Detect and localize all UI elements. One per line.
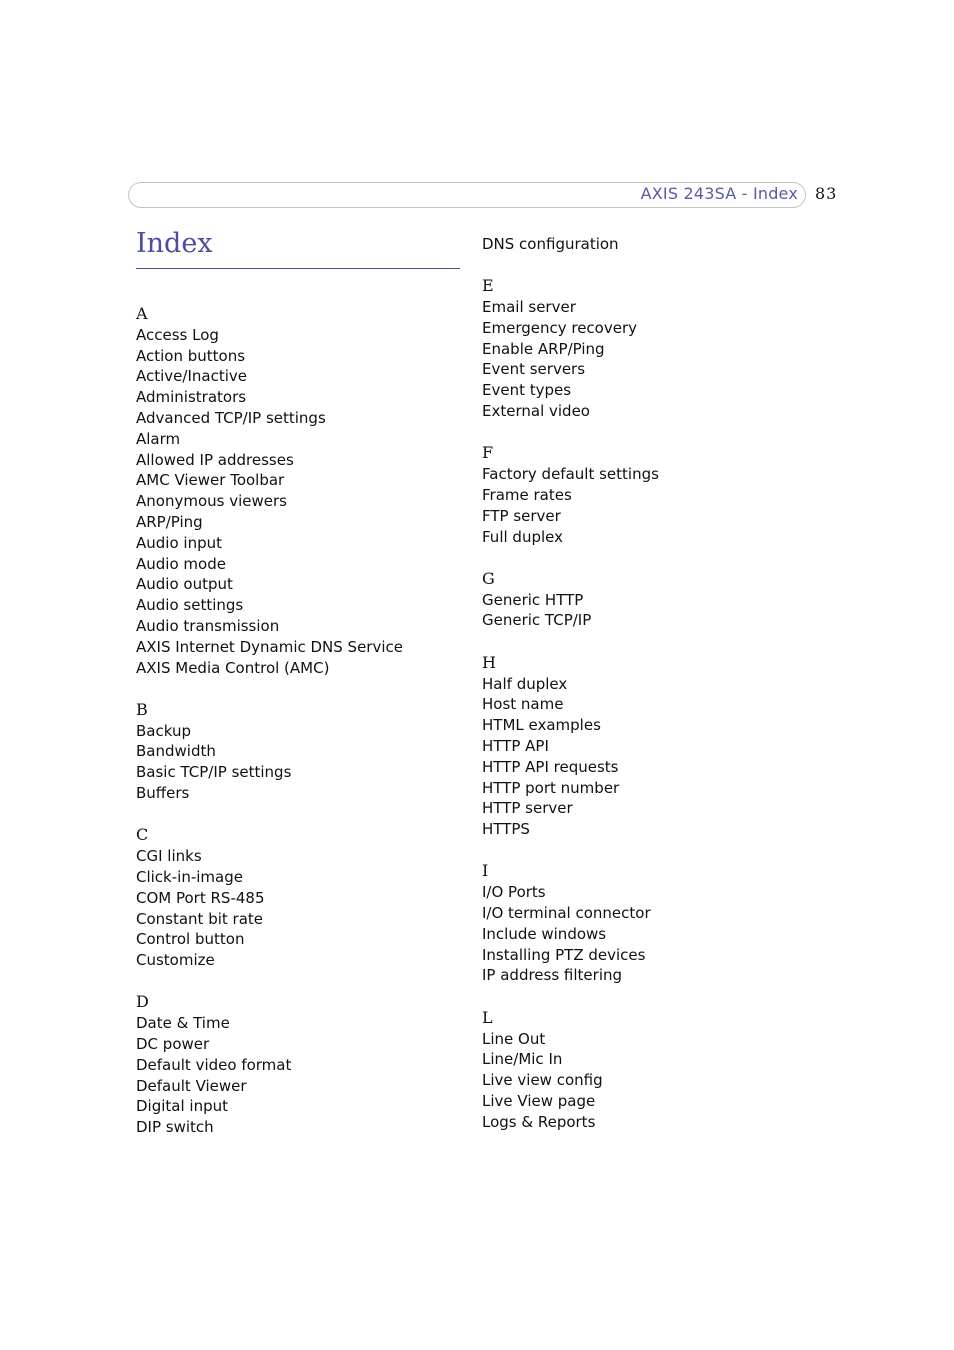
section-letter: F: [482, 443, 494, 463]
index-entry: Backup: [136, 721, 191, 740]
index-section: [136, 304, 466, 678]
section-letter: A: [136, 304, 148, 323]
index-entry: Emergency recovery: [482, 318, 638, 337]
index-entry: DIP switch: [136, 1118, 214, 1137]
index-entry: HTTPS: [482, 820, 530, 839]
title-rule: [136, 268, 460, 269]
index-entry: Factory default settings: [482, 465, 659, 484]
index-entry: Anonymous viewers: [136, 492, 287, 511]
index-entry: Alarm: [136, 429, 181, 448]
index-entry: Half duplex: [482, 674, 568, 693]
index-entry: DNS configuration: [482, 235, 619, 253]
index-entry: Audio transmission: [136, 616, 280, 635]
index-entry: Line Out: [482, 1029, 546, 1048]
index-entry: Installing PTZ devices: [482, 945, 646, 964]
index-section: [482, 276, 842, 422]
index-entry: Basic TCP/IP settings: [136, 763, 292, 782]
index-entry: Live view config: [482, 1071, 603, 1090]
page-number: 83: [815, 184, 838, 203]
section-letter: H: [482, 652, 496, 672]
index-entry: Buffers: [136, 784, 190, 803]
index-entry: Click-in-image: [136, 867, 243, 886]
section-letter: G: [482, 568, 495, 588]
index-entry: Generic TCP/IP: [482, 611, 592, 630]
index-entry: Default Viewer: [136, 1076, 247, 1095]
index-entry: CGI links: [136, 847, 202, 866]
index-section: [136, 992, 466, 1138]
index-entry: IP address filtering: [482, 966, 623, 985]
index-entry: HTTP API: [482, 736, 549, 755]
section-letter: C: [136, 825, 149, 845]
index-entry: Control button: [136, 930, 245, 949]
index-entry: HTTP API requests: [482, 757, 619, 776]
index-entry: I/O terminal connector: [482, 904, 651, 923]
index-section: [482, 443, 842, 547]
index-entry: Logs & Reports: [482, 1112, 596, 1131]
index-column-right: [482, 234, 842, 1154]
index-entry: Allowed IP addresses: [136, 450, 294, 469]
page-title: Index: [136, 228, 213, 259]
index-column-left: [136, 304, 466, 1159]
index-entry: Constant bit rate: [136, 909, 264, 928]
index-section: [482, 569, 842, 631]
index-section: [482, 861, 842, 986]
index-section: [136, 825, 466, 971]
index-entry: Customize: [136, 951, 215, 970]
index-entry: Access Log: [136, 325, 219, 344]
index-entry: HTTP port number: [482, 778, 620, 797]
index-entry: AMC Viewer Toolbar: [136, 471, 285, 490]
index-section: [136, 700, 466, 804]
index-entry: Live View page: [482, 1091, 596, 1110]
index-entry: Full duplex: [482, 527, 563, 546]
index-entry: HTML examples: [482, 716, 601, 735]
index-entry: Active/Inactive: [136, 367, 247, 386]
index-section: [482, 653, 842, 840]
index-entry: Enable ARP/Ping: [482, 339, 605, 358]
index-entry: Generic HTTP: [482, 590, 584, 609]
index-entry: AXIS Internet Dynamic DNS Service: [136, 637, 403, 656]
section-letter: L: [482, 1007, 493, 1027]
index-entry: Digital input: [136, 1097, 228, 1116]
section-letter: E: [482, 276, 494, 296]
index-entry: Audio output: [136, 575, 233, 594]
index-entry: Bandwidth: [136, 742, 216, 761]
index-entry: HTTP server: [482, 799, 573, 818]
index-entry: Frame rates: [482, 485, 572, 504]
section-letter: D: [136, 992, 149, 1012]
index-entry: External video: [482, 402, 590, 421]
section-letter: B: [136, 699, 148, 719]
index-entry: Host name: [482, 695, 564, 714]
index-entry: Default video format: [136, 1055, 292, 1074]
index-entry: Audio input: [136, 533, 222, 552]
index-entry: Audio settings: [136, 596, 244, 615]
index-section: [482, 1008, 842, 1133]
index-entry: Email server: [482, 298, 576, 317]
index-entry: FTP server: [482, 506, 561, 525]
index-entry: Advanced TCP/IP settings: [136, 408, 326, 427]
index-entry: DC power: [136, 1035, 210, 1053]
index-entry: Include windows: [482, 924, 607, 943]
index-entry: Date & Time: [136, 1014, 230, 1033]
index-entry: Event servers: [482, 360, 586, 379]
index-entry: Action buttons: [136, 346, 246, 365]
index-entry: I/O Ports: [482, 883, 546, 902]
index-entry: COM Port RS-485: [136, 888, 265, 907]
section-letter: I: [482, 861, 489, 881]
index-section: [482, 234, 842, 255]
header-title: AXIS 243SA - Index: [640, 184, 798, 203]
index-entry: Audio mode: [136, 554, 226, 573]
index-entry: Event types: [482, 381, 572, 400]
index-entry: Administrators: [136, 388, 247, 407]
index-entry: Line/Mic In: [482, 1050, 563, 1069]
index-entry: AXIS Media Control (AMC): [136, 658, 330, 677]
index-entry: ARP/Ping: [136, 512, 203, 531]
